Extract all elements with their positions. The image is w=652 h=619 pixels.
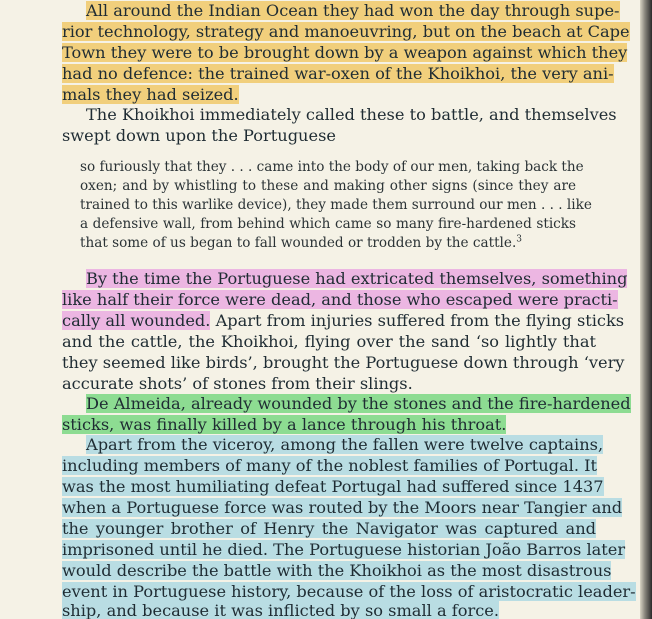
paragraph-3-text: Apart from injuries suffered from the flying sticks bbox=[210, 311, 625, 330]
highlight-pink: By the time the Portuguese had extricated themselves, something bbox=[86, 269, 628, 288]
quote-line: a defensive wall, from behind which came so many fire-hardened sticks bbox=[80, 216, 576, 232]
quote-line: trained to this warlike device), they made them surround our men . . . like bbox=[80, 197, 592, 213]
paragraph-1-line bbox=[62, 21, 630, 42]
paragraph-5-line bbox=[62, 518, 596, 539]
quote-line bbox=[80, 234, 576, 253]
highlight-green: De Almeida, already wounded by the stones and the fire-hardened bbox=[86, 394, 631, 413]
highlight-blue: imprisoned until he died. The Portuguese historian João Barros later bbox=[62, 540, 626, 559]
paragraph-1-line bbox=[62, 84, 596, 105]
highlight-pink: cally all wounded. bbox=[62, 311, 211, 330]
paragraph-5-line bbox=[62, 455, 596, 476]
paragraph-4-line bbox=[86, 393, 631, 414]
highlight-yellow: All around the Indian Ocean they had won the day through supe- bbox=[86, 1, 620, 20]
paragraph-1-line bbox=[62, 63, 614, 84]
paragraph-2-line: swept down upon the Portuguese bbox=[62, 126, 336, 145]
paragraph-3-line: and the cattle, the Khoikhoi, flying over the sand ‘so lightly that bbox=[62, 332, 596, 351]
page-edge-shadow bbox=[640, 0, 652, 619]
paragraph-5-line bbox=[62, 497, 623, 518]
highlight-blue: including members of many of the noblest families of Portugal. It bbox=[62, 456, 598, 475]
highlight-yellow: rior technology, strategy and manoeuvring, but on the beach at Cape bbox=[62, 22, 630, 41]
highlight-blue: would describe the battle with the Khoikhoi as the most disastrous bbox=[62, 561, 612, 580]
highlight-blue: was the most humiliating defeat Portugal had suffered since 1437 bbox=[62, 477, 604, 496]
paragraph-5-line bbox=[62, 539, 626, 560]
paragraph-4-line bbox=[62, 414, 596, 435]
paragraph-3-line bbox=[62, 289, 618, 310]
paragraph-1-line bbox=[62, 42, 628, 63]
paragraph-5-line bbox=[62, 581, 636, 602]
quote-last-text: that some of us began to fall wounded or trodden by the cattle. bbox=[80, 235, 517, 251]
paragraph-3-line bbox=[86, 268, 628, 289]
paragraph-5-line bbox=[62, 560, 612, 581]
paragraph-5-line bbox=[62, 476, 604, 497]
highlight-blue: when a Portuguese force was routed by the Moors near Tangier and bbox=[62, 498, 623, 517]
paragraph-3-line: accurate shots’ of stones from their slings. bbox=[62, 374, 413, 393]
paragraph-1-line bbox=[86, 0, 620, 21]
paragraph-5-line bbox=[86, 434, 604, 455]
paragraph-2-line: The Khoikhoi immediately called these to battle, and themselves bbox=[86, 105, 617, 124]
quote-line: so furiously that they . . . came into the body of our men, taking back the bbox=[80, 159, 584, 175]
highlight-blue: the younger brother of Henry the Navigator was captured and bbox=[62, 519, 596, 538]
footnote-marker: 3 bbox=[516, 234, 523, 245]
highlight-blue: event in Portuguese history, because of the loss of aristocratic leader- bbox=[62, 582, 636, 601]
highlight-blue: ship, and because it was inflicted by so small a force. bbox=[62, 601, 500, 619]
quote-line: oxen; and by whistling to these and making other signs (since they are bbox=[80, 178, 576, 194]
highlight-yellow: Town they were to be brought down by a weapon against which they bbox=[62, 43, 628, 62]
paragraph-3-line bbox=[62, 310, 625, 331]
highlight-pink: like half their force were dead, and those who escaped were practi- bbox=[62, 290, 618, 309]
highlight-yellow: had no defence: the trained war-oxen of the Khoikhoi, the very ani- bbox=[62, 64, 614, 83]
highlight-blue: Apart from the viceroy, among the fallen were twelve captains, bbox=[86, 435, 604, 454]
highlight-yellow: mals they had seized. bbox=[62, 85, 239, 104]
paragraph-5-line bbox=[62, 600, 596, 619]
paragraph-3-line: they seemed like birds’, brought the Portuguese down through ‘very bbox=[62, 353, 625, 372]
highlight-green: sticks, was finally killed by a lance through his throat. bbox=[62, 415, 507, 434]
